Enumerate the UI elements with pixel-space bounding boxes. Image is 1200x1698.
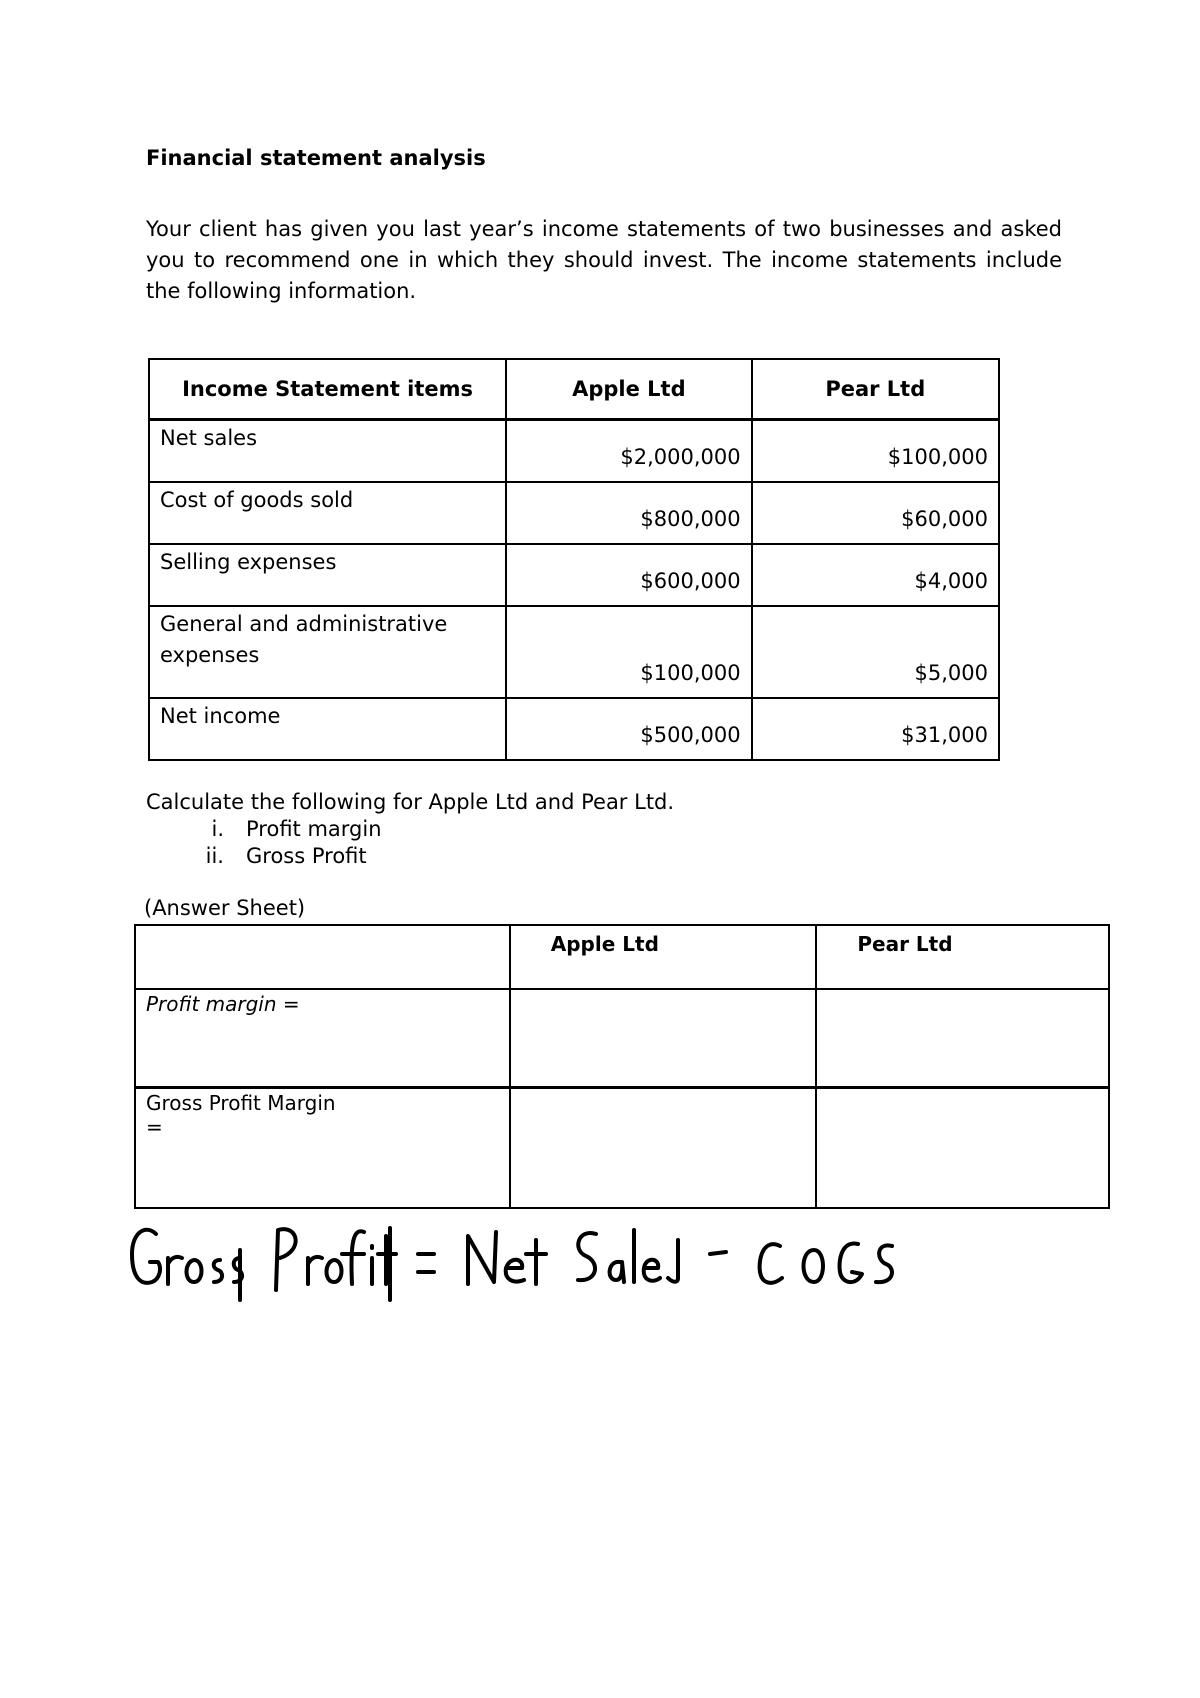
apple-value: $2,000,000	[506, 420, 751, 483]
pear-value: $4,000	[752, 544, 999, 606]
handwriting-stroke	[760, 1244, 782, 1283]
list-marker: ii.	[205, 844, 224, 868]
pear-value: $100,000	[752, 420, 999, 483]
table-row	[135, 989, 1109, 1088]
answer-sheet-label: (Answer Sheet)	[144, 896, 306, 920]
handwriting-stroke	[840, 1243, 862, 1282]
profit-margin-label: Profit margin =	[135, 989, 510, 1088]
income-statement-table	[148, 358, 1000, 761]
table-row	[149, 482, 999, 544]
apple-value: $500,000	[506, 698, 751, 760]
handwriting-stroke	[327, 1260, 342, 1282]
handwriting-stroke	[526, 1240, 546, 1284]
handwriting-stroke	[132, 1230, 160, 1283]
header-apple: Apple Ltd	[506, 359, 751, 420]
handwriting-stroke	[644, 1260, 660, 1281]
item-label: Cost of goods sold	[149, 482, 506, 544]
apple-value: $100,000	[506, 606, 751, 698]
answer-header-pear: Pear Ltd	[816, 925, 1109, 989]
list-item	[146, 816, 382, 843]
table-row	[149, 606, 999, 698]
answer-cell-apple[interactable]	[510, 1088, 817, 1209]
item-label: Net income	[149, 698, 506, 760]
handwriting-stroke	[234, 1250, 242, 1300]
answer-cell-apple[interactable]	[510, 989, 817, 1088]
answer-cell-pear[interactable]	[816, 989, 1109, 1088]
gross-profit-margin-text: Gross Profit Margin =	[146, 1091, 336, 1139]
handwriting-stroke	[710, 1252, 726, 1254]
income-table-header-row	[149, 359, 999, 420]
handwriting-stroke	[578, 1233, 596, 1280]
pear-value: $31,000	[752, 698, 999, 760]
pear-value: $60,000	[752, 482, 999, 544]
handwriting-stroke	[418, 1254, 434, 1272]
table-row	[135, 1088, 1109, 1209]
list-item-text: Profit margin	[246, 817, 382, 841]
handwriting-stroke	[876, 1245, 892, 1282]
handwriting-stroke	[506, 1260, 524, 1282]
table-row	[149, 544, 999, 606]
answer-cell-pear[interactable]	[816, 1088, 1109, 1209]
handwriting-stroke	[308, 1257, 322, 1284]
apple-value: $600,000	[506, 544, 751, 606]
header-pear: Pear Ltd	[752, 359, 999, 420]
answer-sheet-table	[134, 924, 1110, 1209]
item-label: Net sales	[149, 420, 506, 483]
gross-profit-margin-label	[135, 1088, 510, 1209]
list-item-text: Gross Profit	[246, 844, 367, 868]
handwriting-stroke	[342, 1231, 364, 1284]
handwritten-note	[128, 1210, 968, 1310]
answer-header-row	[135, 925, 1109, 989]
task-prompt: Calculate the following for Apple Ltd and Pear Ltd.	[146, 790, 675, 814]
handwriting-stroke	[187, 1260, 202, 1282]
task-list	[146, 816, 382, 870]
handwriting-stroke	[214, 1260, 222, 1282]
answer-header-apple: Apple Ltd	[510, 925, 817, 989]
item-label: Selling expenses	[149, 544, 506, 606]
handwriting-stroke	[468, 1232, 496, 1284]
intro-paragraph: Your client has given you last year’s income statements of two businesses and asked you to recommend one in which they should invest. The income statements include the following information.	[146, 217, 1062, 303]
header-items: Income Statement items	[149, 359, 506, 420]
handwriting-stroke	[804, 1250, 824, 1282]
table-row	[149, 420, 999, 483]
table-row	[149, 698, 999, 760]
document-title: Financial statement analysis	[146, 146, 486, 170]
answer-header-blank	[135, 925, 510, 989]
handwriting-stroke	[378, 1228, 396, 1300]
list-marker: i.	[211, 817, 224, 841]
item-label: General and administrative expenses	[149, 606, 506, 698]
handwriting-stroke	[168, 1257, 182, 1284]
apple-value: $800,000	[506, 482, 751, 544]
handwriting-stroke	[276, 1229, 296, 1290]
list-item	[146, 843, 382, 870]
handwriting-stroke	[668, 1240, 678, 1282]
pear-value: $5,000	[752, 606, 999, 698]
handwriting-stroke	[610, 1262, 624, 1282]
